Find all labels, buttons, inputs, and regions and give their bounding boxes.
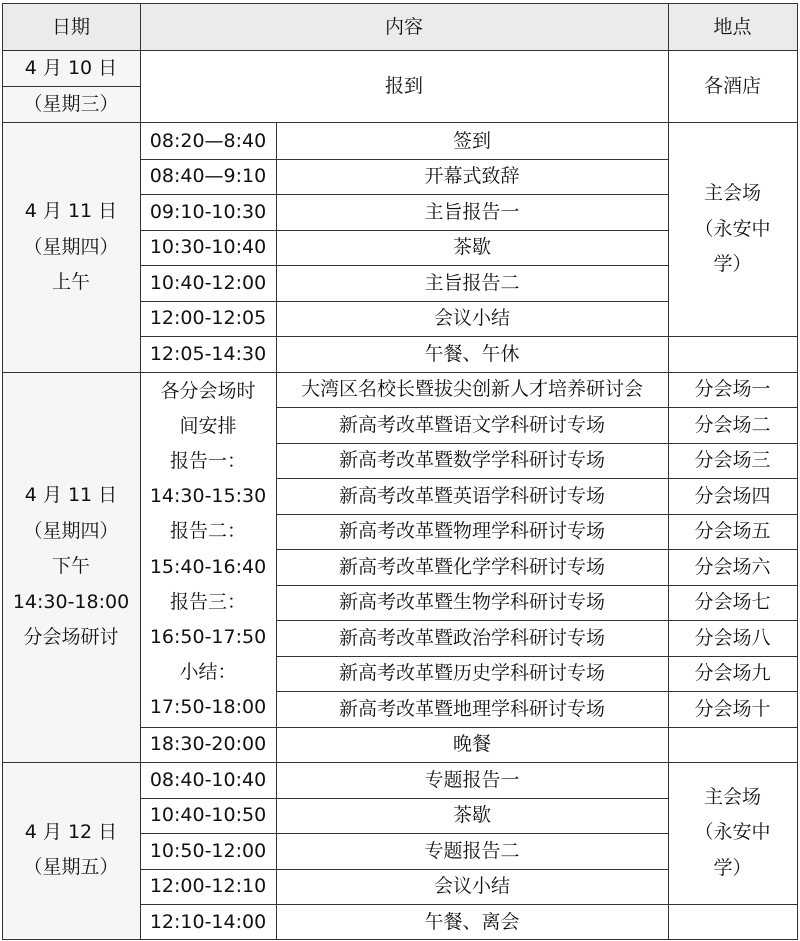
- grid-line: [276, 407, 798, 408]
- time-cell: 12:00-12:10: [149, 875, 267, 897]
- day2-am-date: [2, 123, 140, 372]
- day2-am-date-line: 4 月 11 日: [24, 200, 118, 223]
- grid-line: [276, 620, 798, 621]
- grid-line: [140, 798, 669, 799]
- grid-line: [2, 939, 798, 940]
- day2-pm-date-line: （星期四）: [23, 519, 119, 542]
- day3-date-line: 4 月 12 日: [24, 820, 118, 843]
- agenda-item: 专题报告二: [424, 839, 520, 862]
- day2-am-venue-line: 主会场: [703, 182, 761, 205]
- grid-line: [276, 443, 798, 444]
- grid-line: [276, 549, 798, 550]
- grid-line: [668, 336, 798, 337]
- day1-date-line: （星期三）: [23, 92, 119, 115]
- time-cell: 08:40-10:40: [149, 768, 267, 791]
- session-topic: 新高考改革暨英语学科研讨专场: [338, 484, 605, 507]
- agenda-item: 茶歇: [452, 804, 491, 826]
- day3-venue-line: 主会场: [703, 785, 761, 808]
- agenda-item: 会议小结: [433, 875, 510, 897]
- session-topic: 新高考改革暨历史学科研讨专场: [338, 662, 605, 684]
- time-cell: 08:40—9:10: [149, 165, 267, 187]
- time-cell: 12:10-14:00: [149, 910, 267, 933]
- header-venue: 地点: [668, 4, 797, 50]
- agenda-item: 开幕式致辞: [424, 165, 520, 187]
- session-venue: 分会场九: [694, 662, 771, 684]
- grid-line: [2, 762, 798, 763]
- grid-line: [140, 194, 669, 195]
- day2-pm-date-line: 下午: [51, 555, 90, 578]
- session-topic: 新高考改革暨数学学科研讨专场: [338, 449, 605, 471]
- session-topic: 新高考改革暨语文学科研讨专场: [338, 413, 605, 436]
- grid-line: [2, 3, 3, 940]
- agenda-item: 主旨报告二: [424, 271, 520, 294]
- session-schedule-line: 报告二：: [169, 520, 246, 543]
- grid-line: [140, 265, 669, 266]
- session-schedule-line: 报告一：: [169, 449, 246, 472]
- grid-line: [140, 833, 669, 834]
- agenda-item: 晚餐: [452, 733, 491, 755]
- session-topic: 新高考改革暨化学学科研讨专场: [338, 555, 605, 578]
- grid-line: [276, 727, 277, 940]
- session-venue: 分会场二: [694, 413, 771, 436]
- day2-pm-date: [2, 372, 140, 762]
- agenda-item: 专题报告一: [424, 768, 520, 791]
- day2-am-venue: [668, 123, 797, 336]
- grid-line: [140, 869, 669, 870]
- grid-line: [140, 336, 669, 337]
- session-schedule-line: 14:30-15:30: [149, 485, 267, 508]
- time-cell: 10:40-12:00: [149, 271, 267, 294]
- session-venue: 分会场十: [694, 697, 771, 720]
- agenda-item: 会议小结: [433, 307, 510, 329]
- agenda-item: 茶歇: [452, 236, 491, 258]
- grid-line: [2, 50, 798, 51]
- day3-date: [2, 762, 140, 938]
- header-content: 内容: [140, 4, 668, 50]
- session-topic: 新高考改革暨物理学科研讨专场: [338, 520, 605, 542]
- day2-am-venue-line: 学）: [713, 253, 752, 276]
- grid-line: [2, 122, 798, 123]
- grid-line: [2, 86, 141, 87]
- day2-am-venue-line: （永安中: [694, 217, 771, 240]
- grid-line: [140, 727, 798, 728]
- agenda-item: 午餐、午休: [424, 342, 520, 365]
- agenda-item: 主旨报告一: [424, 200, 520, 223]
- grid-line: [276, 372, 277, 728]
- session-topic: 新高考改革暨生物学科研讨专场: [338, 591, 605, 613]
- time-cell: 10:40-10:50: [149, 804, 267, 826]
- day3-venue-line: （永安中: [694, 821, 771, 844]
- session-venue: 分会场四: [694, 484, 771, 507]
- session-venue: 分会场七: [694, 591, 771, 613]
- session-schedule-line: 报告三：: [169, 590, 246, 613]
- session-schedule-line: 15:40-16:40: [149, 555, 267, 578]
- grid-line: [140, 159, 669, 160]
- day2-am-date-line: （星期四）: [23, 235, 119, 258]
- day2-am-date-line: 上午: [51, 271, 90, 294]
- grid-line: [140, 3, 141, 940]
- session-venue: 分会场一: [694, 378, 771, 400]
- grid-line: [276, 691, 798, 692]
- time-cell: 09:10-10:30: [149, 200, 267, 223]
- grid-line: [276, 656, 798, 657]
- day1-date-line: 4 月 10 日: [24, 57, 118, 79]
- session-venue: 分会场五: [694, 520, 771, 542]
- grid-line: [140, 230, 669, 231]
- day2-pm-date-line: 分会场研讨: [23, 626, 119, 649]
- grid-line: [276, 514, 798, 515]
- session-topic: 新高考改革暨地理学科研讨专场: [338, 697, 605, 720]
- session-schedule-line: 小结：: [179, 661, 237, 684]
- time-cell: 10:30-10:40: [149, 236, 267, 258]
- session-topic: 新高考改革暨政治学科研讨专场: [338, 626, 605, 649]
- grid-line: [2, 3, 798, 4]
- session-schedule: [140, 372, 276, 727]
- session-schedule-line: 各分会场时: [160, 379, 256, 402]
- time-cell: 08:20—8:40: [149, 129, 267, 152]
- grid-line: [276, 123, 277, 373]
- session-schedule-line: 17:50-18:00: [149, 696, 267, 719]
- agenda-item: 午餐、离会: [424, 910, 520, 933]
- session-schedule-line: 16:50-17:50: [149, 625, 267, 648]
- time-cell: 10:50-12:00: [149, 839, 267, 862]
- day2-pm-date-line: 4 月 11 日: [24, 484, 118, 507]
- grid-line: [668, 904, 798, 905]
- session-venue: 分会场六: [694, 555, 771, 578]
- grid-line: [2, 372, 798, 373]
- header-date: 日期: [2, 4, 140, 50]
- day2-pm-date-line: 14:30-18:00: [12, 590, 130, 613]
- day3-venue-line: 学）: [713, 856, 752, 879]
- grid-line: [140, 904, 669, 905]
- session-venue: 分会场三: [694, 449, 771, 471]
- grid-line: [276, 585, 798, 586]
- grid-line: [797, 3, 798, 940]
- grid-line: [140, 301, 669, 302]
- day1-venue: 各酒店: [703, 75, 761, 97]
- session-schedule-line: 间安排: [179, 414, 237, 437]
- time-cell: 12:05-14:30: [149, 342, 267, 365]
- time-cell: 12:00-12:05: [149, 307, 267, 329]
- agenda-item: 签到: [452, 129, 491, 152]
- day3-date-line: （星期五）: [23, 856, 119, 878]
- session-topic: 大湾区名校长暨拔尖创新人才培养研讨会: [300, 378, 643, 400]
- time-cell: 18:30-20:00: [149, 733, 267, 755]
- session-venue: 分会场八: [694, 626, 771, 649]
- grid-line: [668, 3, 669, 940]
- grid-line: [276, 478, 798, 479]
- day3-venue: [668, 762, 797, 904]
- day1-content: 报到: [384, 75, 423, 97]
